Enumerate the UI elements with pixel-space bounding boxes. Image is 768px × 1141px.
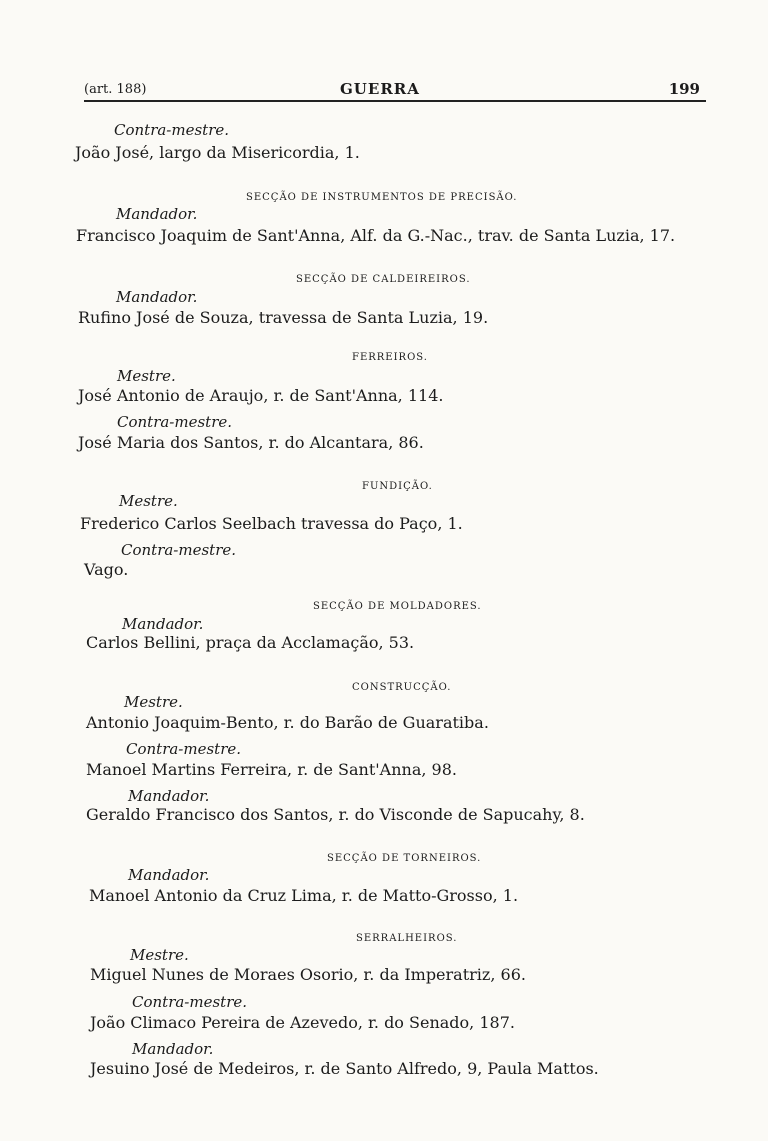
personnel-entry: Manoel Martins Ferreira, r. de Sant'Anna, 98. [86,760,457,779]
personnel-entry: Miguel Nunes de Moraes Osorio, r. da Imperatriz, 66. [90,965,526,984]
personnel-entry: Jesuino José de Medeiros, r. de Santo Alfredo, 9, Paula Mattos. [90,1059,599,1078]
section-heading: SECÇÃO DE CALDEIREIROS. [296,274,471,285]
personnel-entry: Francisco Joaquim de Sant'Anna, Alf. da G.-Nac., trav. de Santa Luzia, 17. [76,226,676,245]
personnel-entry: Carlos Bellini, praça da Acclamação, 53. [86,633,415,652]
role-title: Contra-mestre. [114,121,230,139]
section-heading: SECÇÃO DE MOLDADORES. [313,601,482,612]
role-title: Mandador. [132,1040,214,1058]
role-title: Mestre. [117,367,176,385]
role-title: Mandador. [116,205,198,223]
section-heading: CONSTRUCÇÃO. [352,682,452,693]
article-reference: (art. 188) [84,82,147,97]
section-heading: SECÇÃO DE INSTRUMENTOS DE PRECISÃO. [246,192,518,203]
role-title: Mestre. [130,946,189,964]
personnel-entry: João Climaco Pereira de Azevedo, r. do Senado, 187. [90,1013,515,1032]
page-number: 199 [668,80,700,98]
role-title: Mandador. [122,615,204,633]
section-heading: SERRALHEIROS. [356,933,458,944]
personnel-entry: Manoel Antonio da Cruz Lima, r. de Matto-Grosso, 1. [89,886,519,905]
role-title: Contra-mestre. [117,413,233,431]
role-title: Contra-mestre. [121,541,237,559]
role-title: Contra-mestre. [126,740,242,758]
page-header [84,80,706,102]
role-title: Mandador. [128,787,210,805]
personnel-entry: Vago. [84,560,129,579]
role-title: Mestre. [124,693,183,711]
personnel-entry: José Maria dos Santos, r. do Alcantara, 86. [78,433,424,452]
personnel-entry: Rufino José de Souza, travessa de Santa Luzia, 19. [78,308,489,327]
personnel-entry: José Antonio de Araujo, r. de Sant'Anna, 114. [78,386,444,405]
personnel-entry: Antonio Joaquim-Bento, r. do Barão de Guaratiba. [86,713,489,732]
section-heading: FERREIROS. [352,352,428,363]
role-title: Mandador. [116,288,198,306]
section-heading: SECÇÃO DE TORNEIROS. [327,853,482,864]
running-title: GUERRA [340,80,420,98]
personnel-entry: João José, largo da Misericordia, 1. [75,143,360,162]
role-title: Mestre. [119,492,178,510]
personnel-entry: Geraldo Francisco dos Santos, r. do Visconde de Sapucahy, 8. [86,805,585,824]
role-title: Mandador. [128,866,210,884]
role-title: Contra-mestre. [132,993,248,1011]
personnel-entry: Frederico Carlos Seelbach travessa do Paço, 1. [80,514,463,533]
section-heading: FUNDIÇÃO. [362,481,433,492]
